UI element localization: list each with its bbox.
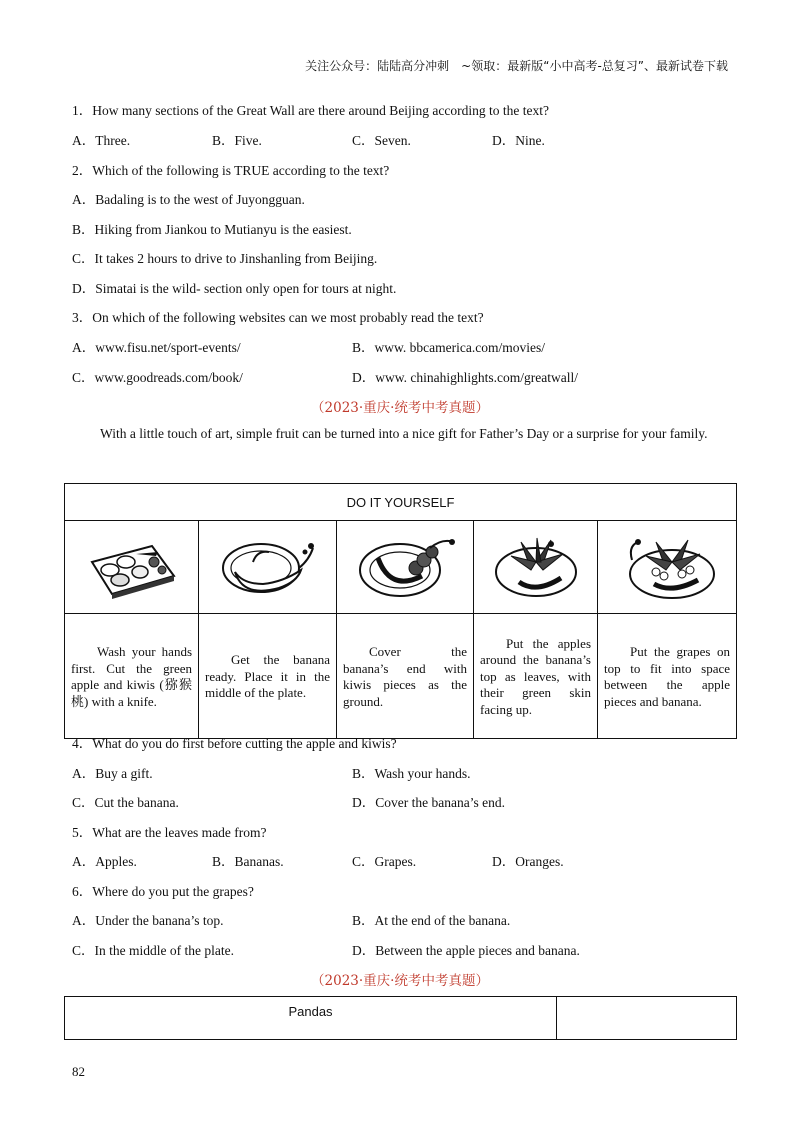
q6-option-a: A．Under the banana’s top.: [72, 913, 224, 928]
pandas-table: [64, 996, 737, 1040]
pandas-empty-cell: [557, 997, 737, 1040]
illustration-kiwi-banana: [337, 521, 474, 614]
pandas-title: Pandas: [65, 997, 557, 1040]
illustration-finished: [598, 521, 737, 614]
step-1: [65, 614, 199, 739]
page-header: 关注公众号：陆陆高分冲刺 ~领取：最新版“小中高考-总复习”、最新试卷下载: [305, 59, 728, 73]
step-4: [474, 614, 598, 739]
q2-option-a: A．Badaling is to the west of Juyongguan.: [72, 192, 305, 207]
intro-paragraph: With a little touch of art, simple fruit can be turned into a nice gift for Father’s Day or a surprise for your family.: [100, 426, 708, 441]
step-3: [337, 614, 474, 739]
question-4: 4．What do you do first before cutting the apple and kiwis?: [72, 736, 397, 751]
step-3-text: Cover the banana’s end with kiwis pieces as the ground.: [343, 644, 467, 709]
step-4-text: Put the apples around the banana’s top as leaves, with their green skin facing up.: [480, 635, 591, 717]
step-5-text: Put the grapes on top to fit into space between the apple pieces and banana.: [604, 644, 731, 709]
question-2: 2．Which of the following is TRUE according to the text?: [72, 163, 390, 178]
q2-option-b: B．Hiking from Jiankou to Mutianyu is the easiest.: [72, 222, 352, 237]
illustration-apple-leaves: [474, 521, 598, 614]
q1-option-a: A．Three.: [72, 133, 131, 148]
illustration-cutting-board: [65, 521, 199, 614]
q4-option-c: C．Cut the banana.: [72, 795, 179, 810]
q6-option-c: C．In the middle of the plate.: [72, 943, 234, 958]
step-5: [598, 614, 737, 739]
q5-option-b: B．Bananas.: [212, 854, 284, 869]
q3-option-c: C．www.goodreads.com/book/: [72, 370, 243, 385]
q4-option-d: D．Cover the banana’s end.: [352, 795, 505, 810]
q3-option-a: A．www.fisu.net/sport-events/: [72, 340, 241, 355]
apple-leaves-icon: [481, 532, 591, 602]
banana-plate-icon: [213, 532, 323, 602]
source-label-1: （2023·重庆·统考中考真题）: [311, 400, 489, 416]
diy-table-title: DO IT YOURSELF: [65, 484, 737, 521]
q5-option-a: A．Apples.: [72, 854, 137, 869]
q3-option-d: D．www. chinahighlights.com/greatwall/: [352, 370, 578, 385]
step-2: [199, 614, 337, 739]
q4-option-a: A．Buy a gift.: [72, 766, 153, 781]
question-6: 6．Where do you put the grapes?: [72, 884, 254, 899]
q1-option-c: C．Seven.: [352, 133, 411, 148]
q6-option-d: D．Between the apple pieces and banana.: [352, 943, 580, 958]
q1-option-b: B．Five.: [212, 133, 262, 148]
q3-option-b: B．www. bbcamerica.com/movies/: [352, 340, 545, 355]
cutting-board-icon: [82, 532, 182, 602]
question-5: 5．What are the leaves made from?: [72, 825, 267, 840]
diy-table: [64, 483, 737, 739]
source-label-2: （2023·重庆·统考中考真题）: [311, 973, 489, 989]
q2-option-d: D．Simatai is the wild- section only open for tours at night.: [72, 281, 397, 296]
illustration-banana-plate: [199, 521, 337, 614]
q2-option-c: C．It takes 2 hours to drive to Jinshanling from Beijing.: [72, 251, 378, 266]
step-2-text: Get the banana ready. Place it in the middle of the plate.: [205, 652, 330, 701]
question-3: 3．On which of the following websites can we most probably read the text?: [72, 310, 484, 325]
step-1-text: Wash your hands first. Cut the green apple and kiwis (猕猴桃) with a knife.: [71, 644, 192, 709]
kiwi-banana-icon: [350, 532, 460, 602]
q1-option-d: D．Nine.: [492, 133, 545, 148]
page-number: 82: [72, 1064, 85, 1079]
finished-fruit-icon: [612, 532, 722, 602]
q5-option-c: C．Grapes.: [352, 854, 417, 869]
q6-option-b: B．At the end of the banana.: [352, 913, 511, 928]
q4-option-b: B．Wash your hands.: [352, 766, 471, 781]
q5-option-d: D．Oranges.: [492, 854, 564, 869]
question-1: 1．How many sections of the Great Wall are there around Beijing according to the text?: [72, 103, 550, 118]
